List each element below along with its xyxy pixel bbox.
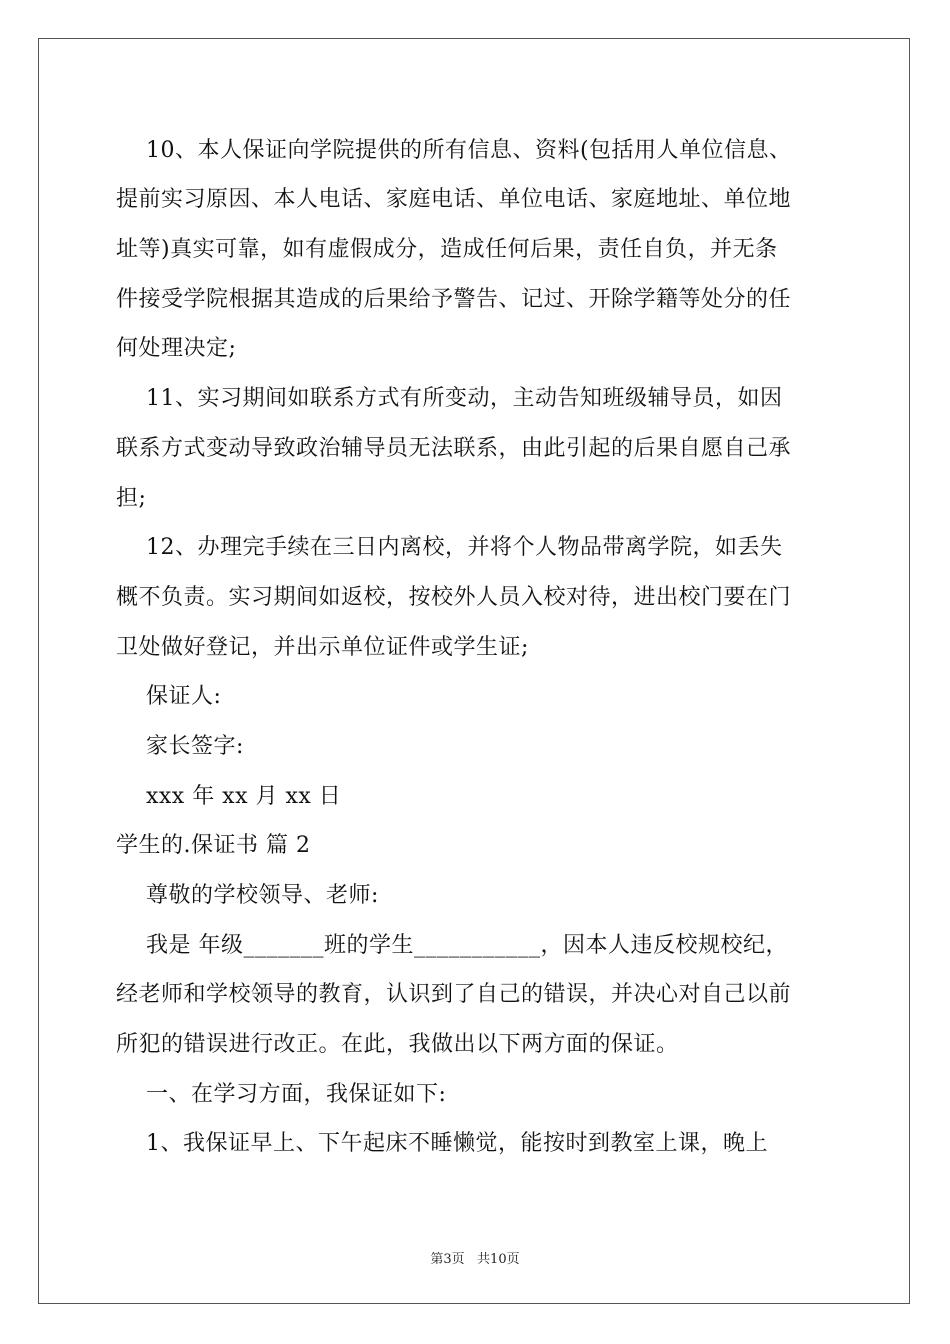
text-line: 件接受学院根据其造成的后果给予警告、记过、开除学籍等处分的任 bbox=[116, 287, 792, 312]
text-line: 10、本人保证向学院提供的所有信息、资料(包括用人单位信息、 bbox=[116, 138, 792, 163]
text-line: 保证人: bbox=[116, 684, 222, 709]
text-line: 我是 年级_______班的学生___________，因本人违反校规校纪， bbox=[116, 933, 788, 958]
text-line: 址等)真实可靠，如有虚假成分，造成任何后果，责任自负，并无条 bbox=[116, 237, 778, 262]
page-footer: 第3页 共10页 bbox=[430, 1252, 520, 1267]
text-line: 尊敬的学校领导、老师: bbox=[116, 883, 379, 908]
text-line: 11、实习期间如联系方式有所变动，主动告知班级辅导员，如因 bbox=[116, 386, 783, 411]
text-line: 卫处做好登记，并出示单位证件或学生证; bbox=[116, 635, 529, 660]
text-line: 一、在学习方面，我保证如下: bbox=[116, 1082, 447, 1107]
text-line: 1、我保证早上、下午起床不睡懒觉，能按时到教室上课，晚上 bbox=[116, 1131, 768, 1156]
text-line: 家长签字: bbox=[116, 734, 244, 759]
text-line: 12、办理完手续在三日内离校，并将个人物品带离学院，如丢失 bbox=[116, 535, 783, 560]
text-line: 经老师和学校领导的教育，认识到了自己的错误，并决心对自己以前 bbox=[116, 982, 792, 1007]
text-line: 概不负责。实习期间如返校，按校外人员入校对待，进出校门要在门 bbox=[116, 585, 792, 610]
section-heading: 学生的.保证书 篇 2 bbox=[116, 833, 311, 858]
page-frame bbox=[38, 38, 910, 1304]
text-line: xxx 年 xx 月 xx 日 bbox=[116, 784, 342, 809]
text-line: 担; bbox=[116, 486, 147, 511]
text-line: 联系方式变动导致政治辅导员无法联系，由此引起的后果自愿自己承 bbox=[116, 436, 792, 461]
text-line: 何处理决定; bbox=[116, 336, 237, 361]
text-line: 所犯的错误进行改正。在此，我做出以下两方面的保证。 bbox=[116, 1032, 679, 1057]
text-line: 提前实习原因、本人电话、家庭电话、单位电话、家庭地址、单位地 bbox=[116, 187, 792, 212]
